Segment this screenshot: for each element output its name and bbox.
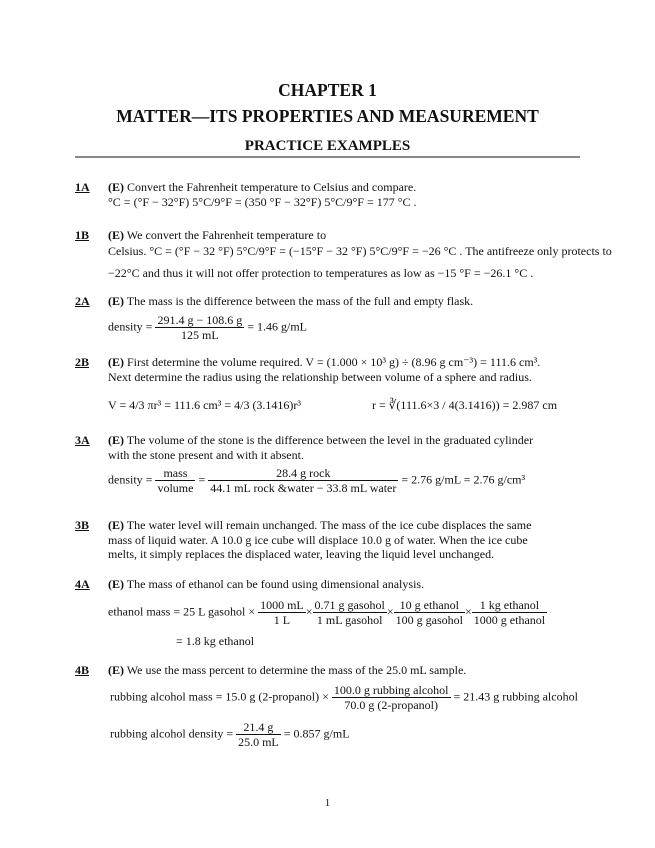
denominator: 1000 g ethanol	[473, 613, 546, 627]
statement: Convert the Fahrenheit temperature to Celsius and compare.	[127, 180, 417, 194]
denominator: 1 mL gasohol	[316, 613, 383, 627]
factor-2	[313, 598, 387, 627]
fraction	[332, 683, 451, 712]
problem-3A-text2: with the stone present and with it absent.	[108, 448, 304, 462]
lhs: rubbing alcohol mass = 15.0 g (2-propanol) ×	[110, 689, 329, 704]
chapter-title: MATTER—ITS PROPERTIES AND MEASUREMENT	[116, 106, 539, 126]
statement: We use the mass percent to determine the mass of the 25.0 mL sample.	[126, 663, 467, 677]
problem-3B-line1	[108, 518, 531, 532]
statement: The water level will remain unchanged. The mass of the ice cube displaces the same	[126, 518, 532, 532]
fraction-values	[208, 466, 398, 495]
problem-2A-equation	[108, 313, 307, 342]
denominator: 70.0 g (2-propanol)	[344, 698, 438, 712]
lhs: density =	[108, 319, 153, 334]
lhs: ethanol mass = 25 L gasohol ×	[108, 604, 256, 619]
chapter-heading: CHAPTER 1	[278, 80, 377, 100]
numerator: 291.4 g − 108.6 g	[157, 313, 243, 327]
rhs: = 0.857 g/mL	[283, 726, 350, 741]
denominator: 1 L	[273, 613, 291, 627]
numerator: 21.4 g	[236, 720, 281, 735]
problem-4B-density-eq	[110, 720, 350, 749]
statement: The volume of the stone is the difference between the level in the graduated cylinder	[126, 433, 534, 447]
lhs: density =	[108, 472, 153, 487]
problem-4A-result: = 1.8 kg ethanol	[176, 634, 255, 648]
problem-id-3B: 3B	[75, 518, 90, 532]
problem-2B-text	[108, 355, 540, 369]
denominator: 100 g gasohol	[395, 613, 463, 627]
numerator: 1000 mL	[260, 598, 304, 612]
problem-id-4A: 4A	[75, 577, 90, 591]
problem-1B-text	[108, 228, 326, 242]
problem-1A-equation: °C = (°F − 32°F) 5°C/9°F = (350 °F − 32°F) 5°C/9°F = 177 °C .	[108, 195, 417, 209]
fraction	[155, 313, 244, 342]
tag: (E)	[108, 518, 124, 532]
denominator: 25.0 mL	[238, 735, 279, 749]
tag: (E)	[108, 577, 124, 591]
statement: The mass of ethanol can be found using dimensional analysis.	[126, 577, 425, 591]
numerator: mass	[155, 466, 195, 481]
statement: First determine the volume required. V = (1.000 × 10³ g) ÷ (8.96 g cm⁻³) = 111.6 cm³.	[127, 355, 541, 369]
fraction	[236, 720, 281, 749]
numerator: 28.4 g rock	[208, 466, 398, 481]
page-number: 1	[324, 797, 331, 809]
numerator: 1 kg ethanol	[472, 598, 547, 613]
problem-2B-text2: Next determine the radius using the relationship between volume of a sphere and radius.	[108, 370, 532, 384]
problem-2A-text	[108, 294, 473, 308]
numerator: 10 g ethanol	[394, 598, 465, 613]
factor-1	[258, 598, 306, 627]
denominator: 125 mL	[180, 328, 219, 342]
problem-id-2A: 2A	[75, 294, 90, 308]
denominator: 44.1 mL rock &water − 33.8 mL water	[210, 481, 397, 495]
tag: (E)	[108, 180, 124, 194]
factor-4	[472, 598, 547, 627]
problem-3B-line2: mass of liquid water. A 10.0 g ice cube will displace 10.0 g of water. When the ice cube	[108, 533, 528, 547]
problem-id-3A: 3A	[75, 433, 90, 447]
tag: (E)	[108, 433, 124, 447]
problem-id-2B: 2B	[75, 355, 90, 369]
fraction-mass-volume	[155, 466, 195, 495]
problem-3A-text	[108, 433, 533, 447]
rhs: = 2.76 g/mL = 2.76 g/cm³	[401, 472, 526, 487]
problem-1B-line3: −22°C and thus it will not offer protection to temperatures as low as −15 °F = −26.1 °C .	[108, 266, 534, 280]
problem-id-1B: 1B	[75, 228, 90, 242]
problem-4B-text	[108, 663, 466, 677]
factor-3	[394, 598, 465, 627]
numerator: 0.71 g gasohol	[314, 598, 385, 612]
tag: (E)	[108, 228, 124, 242]
tag: (E)	[108, 294, 124, 308]
title-rule	[75, 156, 580, 158]
numerator: 100.0 g rubbing alcohol	[333, 683, 449, 697]
section-title: PRACTICE EXAMPLES	[244, 138, 411, 154]
problem-1A-text	[108, 180, 416, 194]
statement: The mass is the difference between the mass of the full and empty flask.	[126, 294, 474, 308]
problem-4A-text	[108, 577, 424, 591]
problem-3A-equation: density = $\frac{\text{mass}}{\text{volume}}$ = $\frac{\text{28.4 g rock}}{\text{44.1 mL rock \&water − 33.8 mL water}}$ = 2.76 g/mL = 2.76 g/cm³	[108, 466, 526, 495]
problem-4A-equation: ethanol mass = 25 L gasohol × $\frac{1000 mL}{1 L}$ × $\frac{\text{0.71 g gasohol}}{\text{1 mL gasohol}}$ × $\frac{\text{10 g ethanol}}{\text{100 g gasohol}}$ × $\frac{\text{1 kg ethanol}}{\text{1000 g ethanol}}$	[108, 598, 546, 627]
tag: (E)	[108, 355, 124, 369]
rhs: = 21.43 g rubbing alcohol	[453, 689, 578, 704]
problem-4B-mass-eq	[110, 683, 578, 712]
lhs: rubbing alcohol density =	[110, 726, 234, 741]
problem-id-4B: 4B	[75, 663, 90, 677]
denominator: volume	[157, 481, 194, 495]
problem-id-1A: 1A	[75, 180, 90, 194]
problem-2B-radius-eq: r = ∛(111.6×3 / 4(3.1416)) = 2.987 cm	[372, 398, 558, 412]
statement: We convert the Fahrenheit temperature to	[126, 228, 327, 242]
tag: (E)	[108, 663, 124, 677]
problem-3B-line3: melts, it simply replaces the displaced water, leaving the liquid level unchanged.	[108, 547, 495, 561]
problem-1B-equation: Celsius. °C = (°F − 32 °F) 5°C/9°F = (−15°F − 32 °F) 5°C/9°F = −26 °C . The antifreeze only protects to	[108, 244, 612, 258]
problem-2B-volume-eq: V = 4/3 πr³ = 111.6 cm³ = 4/3 (3.1416)r³	[108, 398, 302, 412]
rhs: = 1.46 g/mL	[247, 319, 307, 334]
